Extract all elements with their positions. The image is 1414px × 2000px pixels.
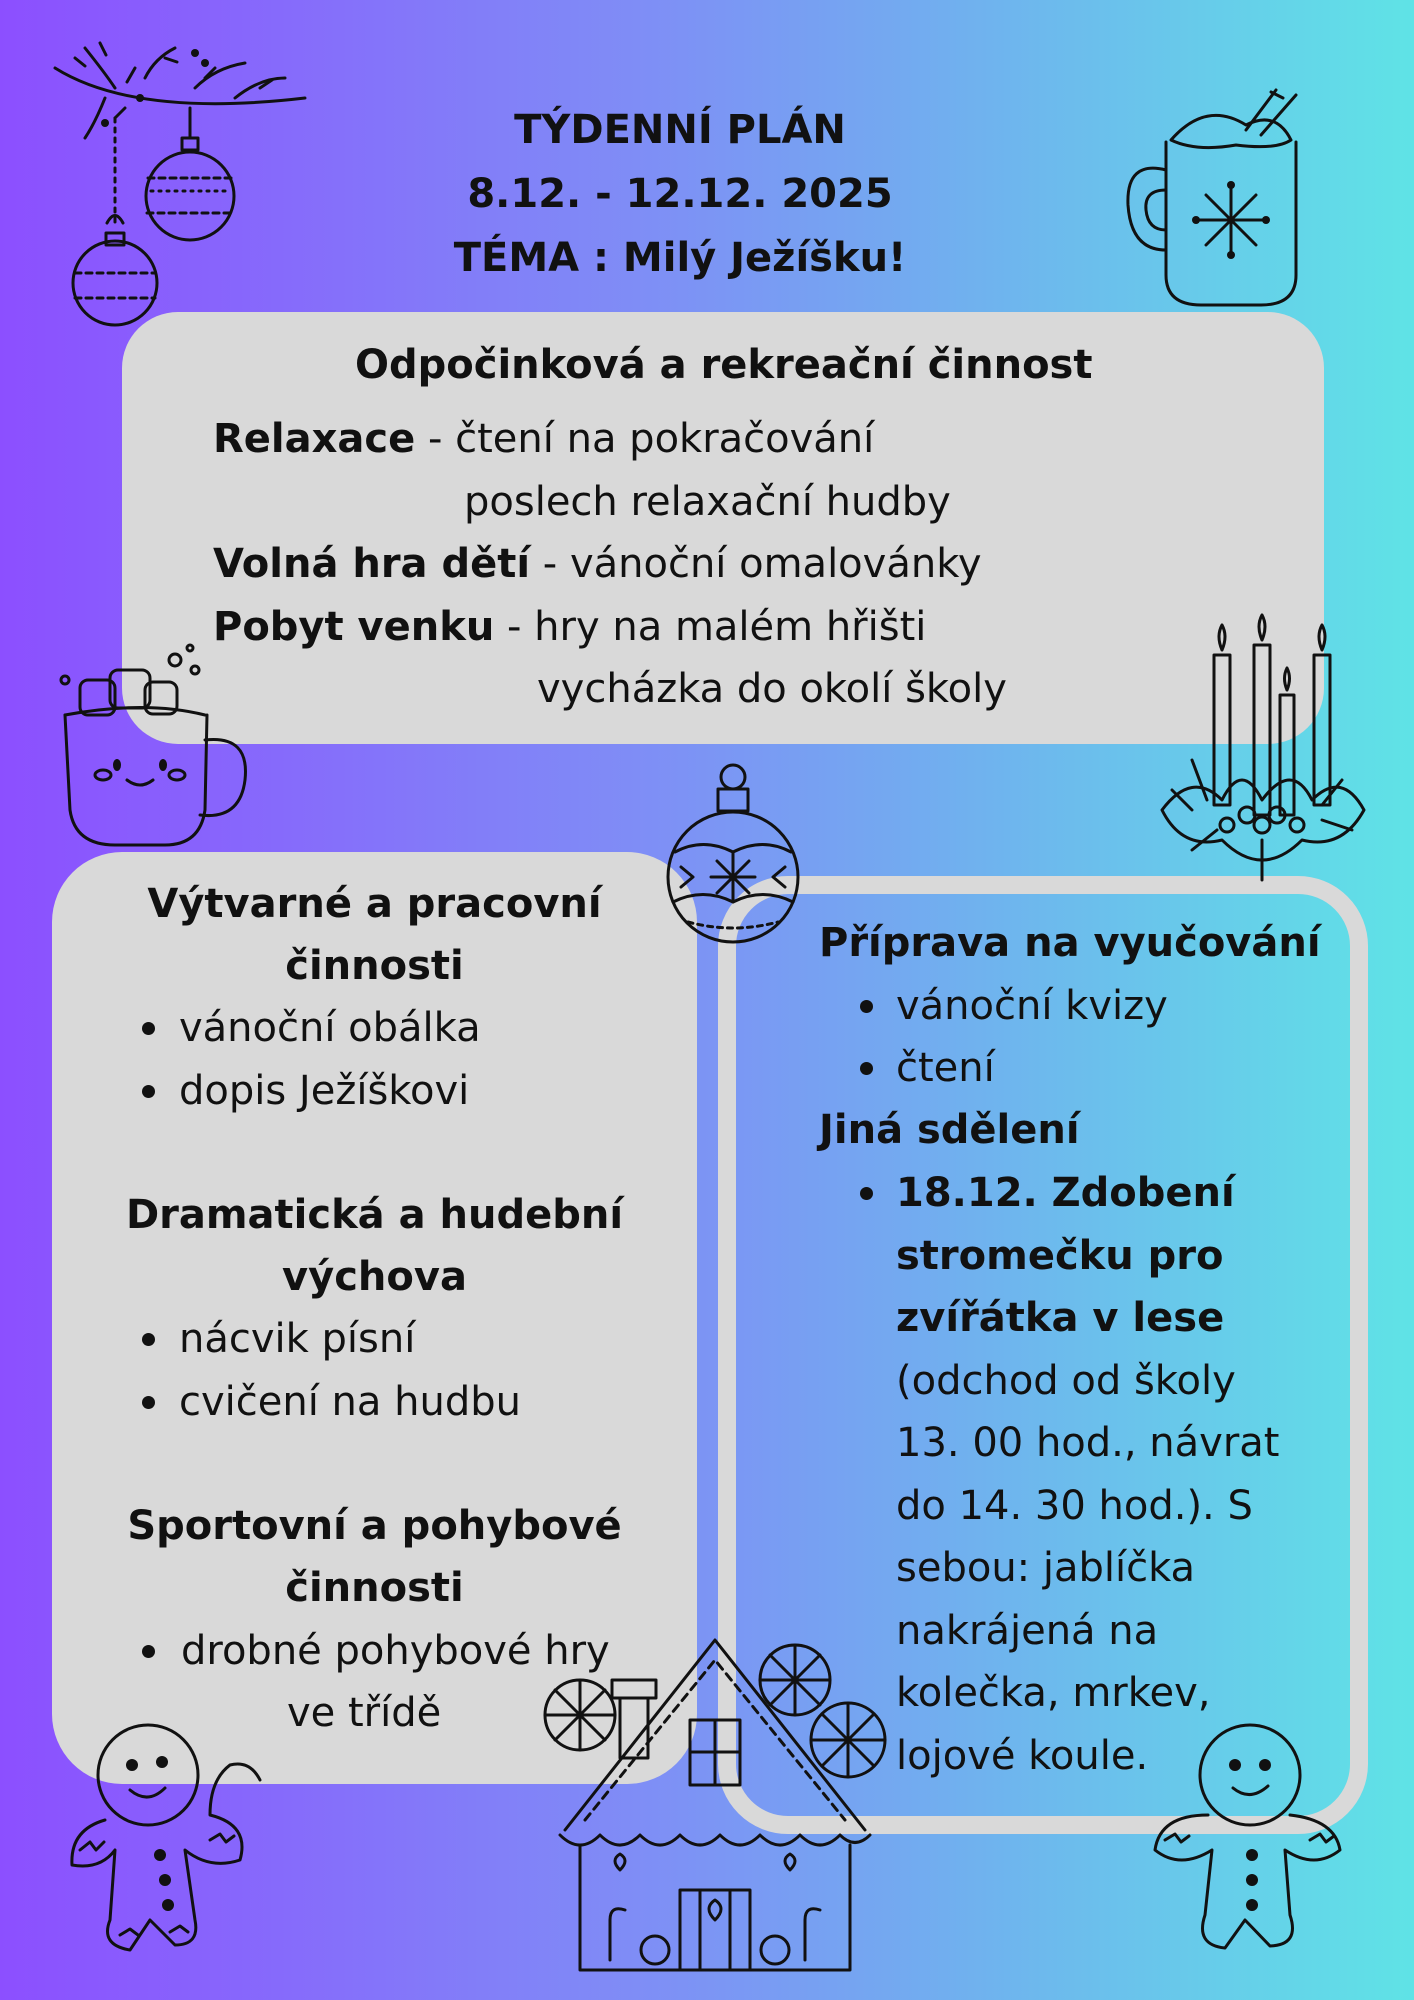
header-theme: TÉMA : Milý Ježíšku!: [453, 235, 907, 281]
other-bold-1: 18.12. Zdobení: [896, 1170, 1235, 1216]
other-line-1: (odchod od školy: [896, 1358, 1236, 1404]
rest-outdoor-line: [213, 596, 926, 659]
prep-item-1: vánoční kvizy: [896, 983, 1168, 1029]
christmas-ornament-icon: [663, 762, 803, 947]
other-bold-2: stromečku pro: [896, 1233, 1224, 1279]
other-line-6: kolečka, mrkev,: [896, 1670, 1211, 1716]
outdoor-text-2: vycházka do okolí školy: [537, 666, 1007, 712]
bullet-icon: [860, 1187, 873, 1200]
other-line-5: nakrájená na: [896, 1608, 1159, 1654]
sport-title-2: činnosti: [285, 1565, 464, 1611]
sport-item-1: drobné pohybové hry: [181, 1628, 610, 1674]
other-line-3: do 14. 30 hod.). S: [896, 1483, 1253, 1529]
pine-branch-ornaments-icon: [45, 28, 315, 338]
outdoor-label: Pobyt venku: [213, 604, 495, 650]
bullet-icon: [142, 1645, 155, 1658]
rest-title: Odpočinková a rekreační činnost: [355, 342, 1093, 388]
outdoor-text: - hry na malém hřišti: [494, 604, 927, 650]
bullet-icon: [860, 1062, 873, 1075]
drama-item-2: cvičení na hudbu: [179, 1379, 521, 1425]
drama-title-2: výchova: [282, 1254, 467, 1300]
gingerbread-man-icon: [60, 1720, 280, 1960]
other-line-2: 13. 00 hod., návrat: [896, 1420, 1280, 1466]
sport-item-1-cont: ve třídě: [287, 1690, 442, 1736]
relax-text: - čtení na pokračování: [415, 416, 875, 462]
rest-free-line: [213, 533, 982, 596]
gingerbread-man-icon: [1140, 1720, 1360, 1960]
other-line-7: lojové koule.: [896, 1733, 1149, 1779]
bullet-icon: [860, 1000, 873, 1013]
other-title: Jiná sdělení: [819, 1107, 1080, 1153]
other-bold-3: zvířátka v lese: [896, 1295, 1225, 1341]
free-play-text: - vánoční omalovánky: [530, 541, 982, 587]
bullet-icon: [142, 1333, 155, 1346]
sport-title-1: Sportovní a pohybové: [127, 1503, 622, 1549]
drama-item-1: nácvik písní: [179, 1316, 416, 1362]
free-play-label: Volná hra dětí: [213, 541, 531, 587]
bullet-icon: [142, 1396, 155, 1409]
prep-title: Příprava na vyučování: [819, 920, 1321, 966]
drama-title-1: Dramatická a hudební: [125, 1192, 624, 1238]
art-item-1: vánoční obálka: [179, 1005, 481, 1051]
bullet-icon: [142, 1022, 155, 1035]
relax-label: Relaxace: [213, 416, 416, 462]
advent-candles-icon: [1152, 610, 1372, 910]
relax-text-2: poslech relaxační hudby: [464, 479, 951, 525]
prep-item-2: čtení: [896, 1045, 995, 1091]
gingerbread-house-icon: [540, 1630, 890, 1975]
hot-cocoa-mug-icon: [1126, 80, 1336, 310]
art-title-2: činnosti: [285, 943, 464, 989]
header-dates: 8.12. - 12.12. 2025: [467, 171, 893, 217]
art-item-2: dopis Ježíškovi: [179, 1068, 470, 1114]
bullet-icon: [142, 1085, 155, 1098]
page-header: [300, 98, 1060, 290]
other-line-4: sebou: jablíčka: [896, 1545, 1196, 1591]
header-title: TÝDENNÍ PLÁN: [514, 107, 846, 153]
marshmallow-mug-icon: [45, 640, 255, 855]
art-title-1: Výtvarné a pracovní: [147, 881, 602, 927]
rest-relax-line: [213, 408, 874, 471]
